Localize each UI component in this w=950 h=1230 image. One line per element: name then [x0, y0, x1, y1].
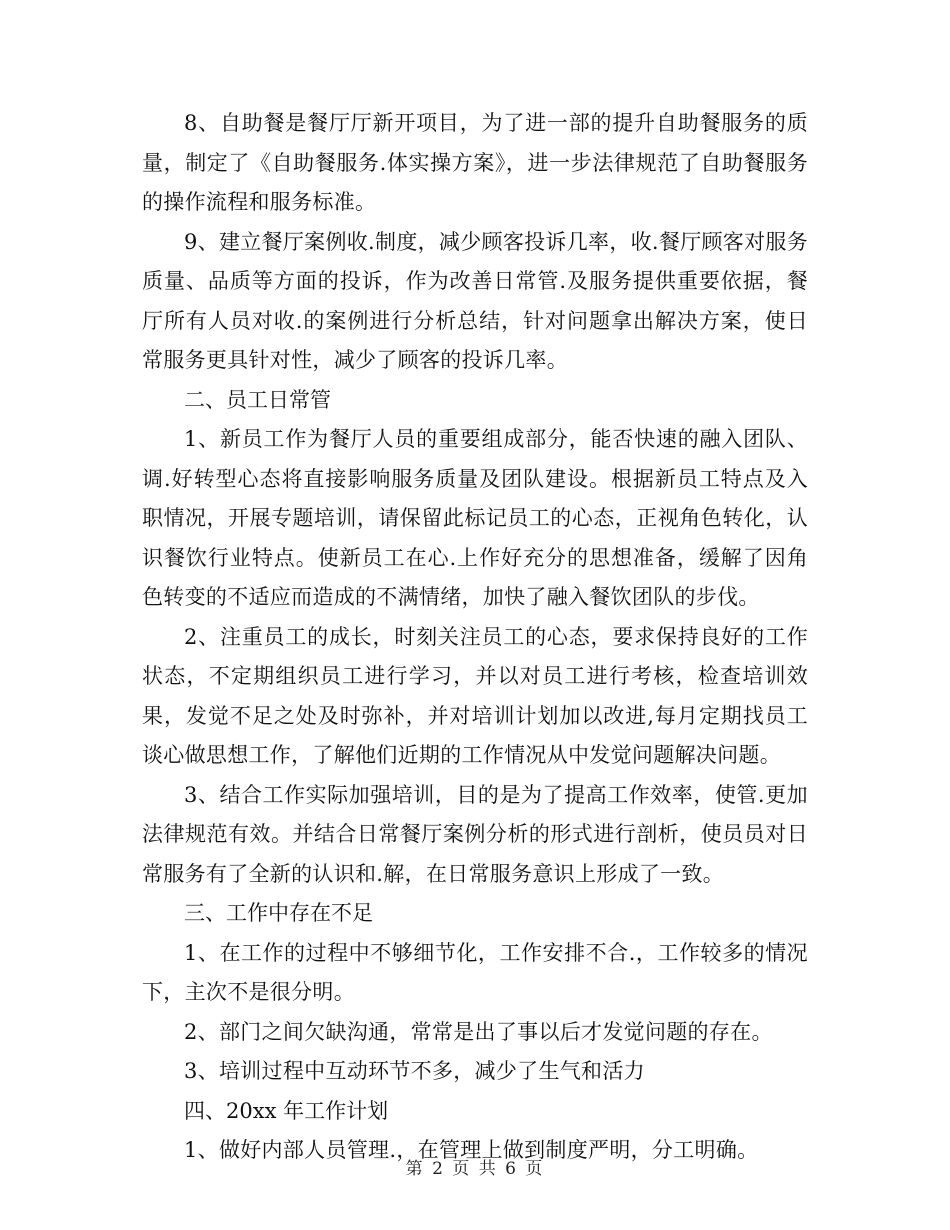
paragraph-item-9: 9、建立餐厅案例收.制度，减少顾客投诉几率，收.餐厅顾客对服务质量、品质等方面的投诉，作为改善日常管.及服务提供重要依据，餐厅所有人员对收.的案例进行分析总结，针对问题拿出解决方案，使日常服务更具针对性，减少了顾客的投诉几率。 [142, 229, 809, 372]
paragraph-training: 3、结合工作实际加强培训，目的是为了提高工作效率，使管.更加法律规范有效。并结合日常餐厅案例分析的形式进行剖析，使员员对日常服务有了全新的认识和.解，在日常服务意识上形成了一致。 [142, 782, 808, 886]
section-heading-shortcomings: 三、工作中存在不足 [184, 901, 373, 925]
paragraph-shortcoming-1: 1、在工作的过程中不够细节化，工作安排不合.，工作较多的情况下，主次不是很分明。 [142, 940, 808, 1004]
paragraph-new-staff: 1、新员工作为餐厅人员的重要组成部分，能否快速的融入团队、调.好转型心态将直接影响服务质量及团队建设。根据新员工特点及入职情况，开展专题培训，请保留此标记员工的心态，正视角色转化，认识餐饮行业特点。使新员工在心.上作好充分的思想准备，缓解了因角色转变的不适应而造成的不满情绪，加快了融入餐饮团队的步伐。 [142, 427, 808, 609]
paragraph-staff-growth: 2、注重员工的成长，时刻关注员工的心态，要求保持良好的工作状态，不定期组织员工进行学习，并以对员工进行考核，检查培训效果，发觉不足之处及时弥补，并对培训计划加以改进,每月定期找员工谈心做思想工作，了解他们近期的工作情况从中发觉问题解决问题。 [142, 624, 808, 767]
paragraph-plan-1: 1、做好内部人员管理.，在管理上做到制度严明，分工明确。 [184, 1138, 759, 1162]
paragraph-shortcoming-3: 3、培训过程中互动环节不多，减少了生气和活力 [184, 1059, 645, 1083]
section-heading-work-plan: 四、20xx 年工作计划 [184, 1098, 389, 1123]
paragraph-shortcoming-2: 2、部门之间欠缺沟通，常常是出了事以后才发觉问题的存在。 [184, 1019, 773, 1044]
section-heading-staff-management: 二、员工日常管 [184, 387, 331, 412]
document-body [142, 104, 808, 1171]
paragraph-item-8: 8、自助餐是餐厅厅新开项目，为了进一部的提升自助餐服务的质量，制定了《自助餐服务.体实操方案》，进一步法律规范了自助餐服务的操作流程和服务标准。 [142, 111, 808, 214]
page-footer: 第 2 页 共 6 页 [405, 1159, 545, 1179]
